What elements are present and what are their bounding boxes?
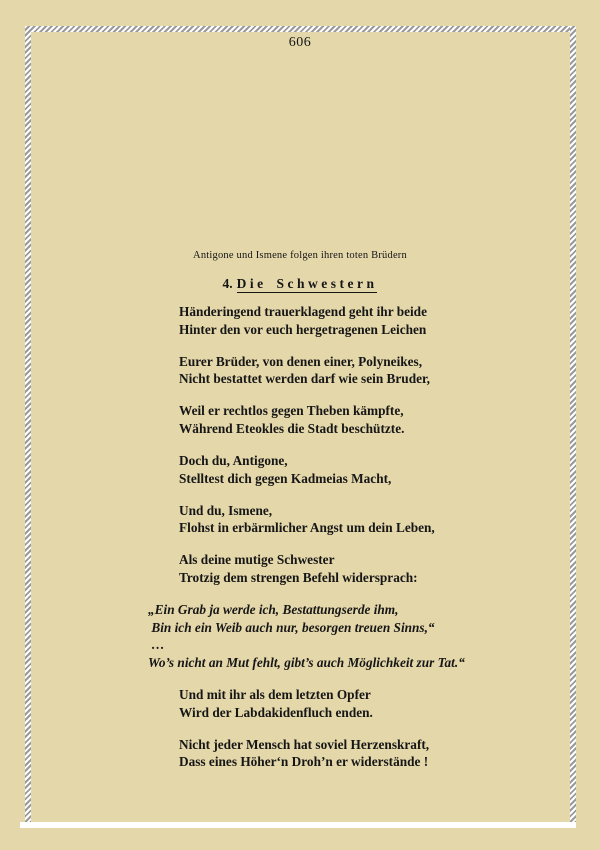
page-number: 606 (288, 35, 312, 50)
section-title (0, 276, 600, 292)
poem (148, 303, 465, 771)
poem-line: Und du, Ismene, (179, 502, 273, 518)
page-border-bottom (20, 822, 576, 828)
quote-stanza (148, 601, 465, 671)
poem-line: Dass eines Höher‘n Droh’n er widerstände ! (179, 754, 429, 770)
poem-line: Als deine mutige Schwester (179, 552, 335, 568)
page-border-left (25, 26, 31, 826)
poem-line: Während Eteokles die Stadt beschützte. (179, 420, 405, 436)
section-title-text: Die Schwestern (236, 276, 378, 291)
poem-line: Händeringend trauerklagend geht ihr beide (179, 304, 427, 319)
quote-line: … (148, 637, 165, 653)
stanza-8 (179, 736, 465, 771)
poem-line: Und mit ihr als dem letzten Opfer (179, 687, 371, 702)
poem-line: Nicht bestattet werden darf wie sein Bruder, (179, 371, 431, 387)
poem-line: Flohst in erbärmlicher Angst um dein Leben, (179, 520, 435, 536)
poem-line: Trotzig dem strengen Befehl widersprach: (179, 570, 418, 586)
quote-line: „Ein Grab ja werde ich, Bestattungserde ihm, (148, 602, 399, 618)
stanza-1 (179, 303, 465, 338)
poem-line: Wird der Labdakidenfluch enden. (179, 704, 373, 720)
stanza-5 (179, 502, 465, 537)
poem-line: Hinter den vor euch hergetragenen Leichen (179, 321, 427, 337)
section-number: 4. (222, 276, 233, 291)
quote-line: Wo’s nicht an Mut fehlt, gibt’s auch Möglichkeit zur Tat.“ (148, 654, 465, 670)
stanza-2 (179, 353, 465, 388)
stanza-3 (179, 402, 465, 437)
poem-line: Eurer Brüder, von denen einer, Polyneikes, (179, 353, 423, 369)
quote-line: Bin ich ein Weib auch nur, besorgen treuen Sinns,“ (148, 619, 435, 635)
stanza-6 (179, 551, 465, 586)
page-border-top (25, 26, 576, 32)
poem-line: Doch du, Antigone, (179, 453, 288, 469)
page-border-right (570, 26, 576, 826)
poem-line: Nicht jeder Mensch hat soviel Herzenskraft, (179, 736, 430, 752)
poem-line: Weil er rechtlos gegen Theben kämpfte, (179, 403, 404, 419)
stanza-7 (179, 686, 465, 721)
illustration-caption: Antigone und Ismene folgen ihren toten Brüdern (193, 250, 407, 261)
stanza-4 (179, 452, 465, 487)
poem-line: Stelltest dich gegen Kadmeias Macht, (179, 470, 392, 486)
